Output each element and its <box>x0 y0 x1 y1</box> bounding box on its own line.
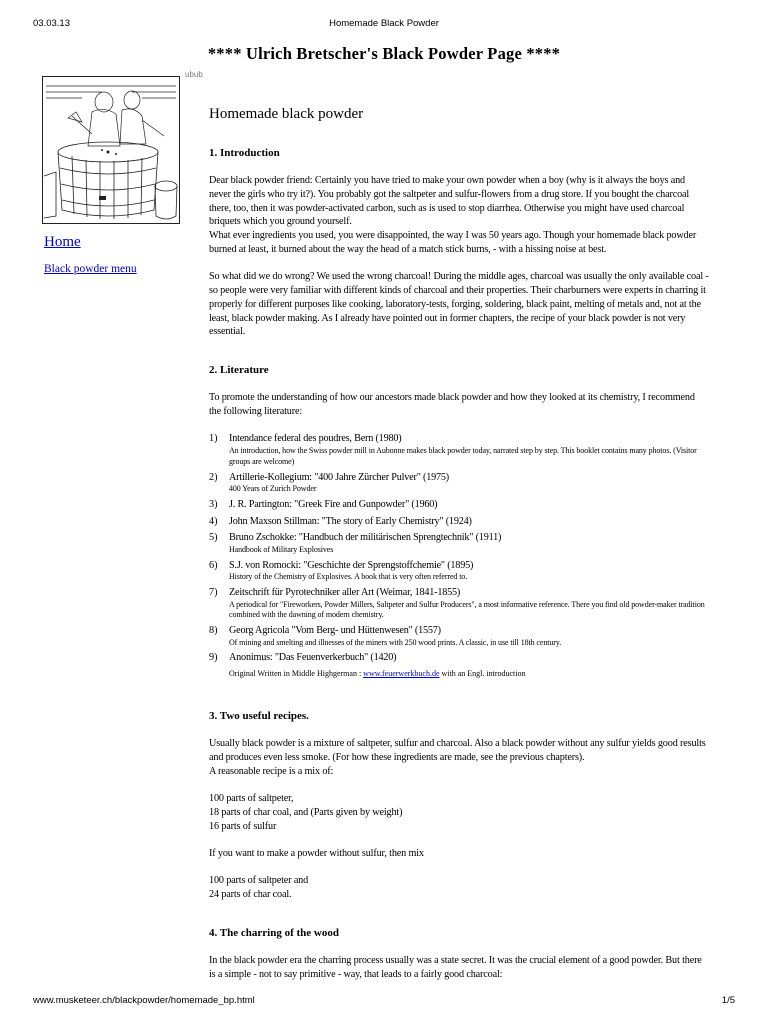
print-page-number: 1/5 <box>721 995 735 1006</box>
recipe-1-line: 16 parts of sulfur <box>209 820 277 832</box>
list-item-title: Zeitschrift für Pyrotechniker aller Art (Weimar, 1841-1855) <box>229 586 461 598</box>
literature-list <box>209 432 709 665</box>
image-alt-text: ubub <box>185 70 203 79</box>
woodcut-illustration <box>42 76 180 224</box>
list-item-note: Of mining and smelting and illnesses of the miners with 250 wood prints. A classic, in use till 18th century. <box>229 637 562 647</box>
list-item-title: S.J. von Romocki: "Geschichte der Sprengstoffchemie" (1895) <box>229 559 474 571</box>
home-link[interactable]: Home <box>44 234 81 250</box>
print-date: 03.03.13 <box>33 18 70 29</box>
original-prefix: Original Written in Middle Highgerman : <box>229 669 364 679</box>
intro-text-1b: What ever ingredients you used, you were disappointed, the way I was 50 years ago. Though your homemade black powder burned at least, it burned about the way the head of a match stick burns, - with a hissing noise at best. <box>209 230 697 255</box>
intro-text-1: Dear black powder friend: Certainly you have tried to make your own powder when a boy (why is it always the boys and never the girls who try it?). You probably got the saltpeter and sulfur-flowers from a drug store. If you bought the charcoal there, too, then it was powder-activated carbon, such as is used to stop diarrhea. Otherwise you might have used charcoal briquets which you ground yourself. <box>209 175 690 228</box>
section-heading-introduction: 1. Introduction <box>209 147 280 159</box>
list-item-note: 400 Years of Zurich Powder <box>229 484 317 494</box>
recipe-1-line: 18 parts of char coal, and (Parts given by weight) <box>209 806 403 818</box>
list-item-note: History of the Chemistry of Explosives. A book that is very often referred to. <box>229 572 468 582</box>
recipes-text-1b: A reasonable recipe is a mix of: <box>209 765 334 777</box>
list-item <box>209 515 709 529</box>
intro-paragraph-1 <box>209 174 709 257</box>
list-item-title: Artillerie-Kollegium: "400 Jahre Zürcher Pulver" (1975) <box>229 471 449 483</box>
main-content <box>209 104 709 995</box>
section-heading-literature: 2. Literature <box>209 364 269 377</box>
list-item <box>209 531 709 555</box>
page-heading: Homemade black powder <box>209 106 364 122</box>
list-item <box>209 586 709 621</box>
feuerwerkbuch-link[interactable]: www.feuerwerkbuch.de <box>363 669 440 679</box>
list-item <box>209 498 709 512</box>
recipe-2-line: 24 parts of char coal. <box>209 888 292 900</box>
original-text-note <box>209 668 709 679</box>
literature-intro: To promote the understanding of how our ancestors made black powder and how they looked at its chemistry, I recommend the following literature: <box>209 392 695 418</box>
recipe-1-line: 100 parts of saltpeter, <box>209 792 294 804</box>
charring-paragraph-1: In the black powder era the charring process usually was a state secret. It was the crucial element of a good powder. But there is a simple - not to say primitive - way, that leads to a fairly good charcoal: <box>209 954 702 980</box>
recipes-paragraph-1 <box>209 737 709 778</box>
list-item-title: Georg Agricola "Vom Berg- und Hüttenwesen" (1557) <box>229 625 441 637</box>
print-header <box>33 18 735 30</box>
list-item <box>209 624 709 648</box>
list-item-number: 1) <box>209 433 218 445</box>
black-powder-menu-link[interactable]: Black powder menu <box>44 263 137 275</box>
list-item-number: 2) <box>209 471 218 483</box>
print-footer <box>33 995 735 1007</box>
list-item-title: Bruno Zschokke: "Handbuch der militärischen Sprengtechnik" (1911) <box>229 532 502 544</box>
recipe-2-line: 100 parts of saltpeter and <box>209 875 309 887</box>
list-item <box>209 559 709 583</box>
intro-paragraph-2: So what did we do wrong? We used the wrong charcoal! During the middle ages, charcoal was usually the only available coal - so people were very familiar with different kinds of charcoal and their properties. Their charburners were experts in charring it properly for different purposes like cooking, laboratory-tests, forging, soldering, black paint, melting of metals and, not at the least, black powder making. As I already have pointed out in former chapters, the recipe of your black powder is not very essential. <box>209 271 709 338</box>
list-item <box>209 651 709 665</box>
sidebar <box>42 70 203 275</box>
list-item-title: John Maxson Stillman: "The story of Early Chemistry" (1924) <box>229 515 472 527</box>
original-suffix: with an Engl. introduction <box>439 669 526 679</box>
section-heading-charring: 4. The charring of the wood <box>209 926 339 939</box>
list-item-title: J. R. Partington: "Greek Fire and Gunpowder" (1960) <box>229 498 438 510</box>
section-heading-recipes: 3. Two useful recipes. <box>209 710 309 723</box>
list-item-note: A periodical for "Fireworkers, Powder Millers, Saltpeter and Sulfur Producers", a most informative reference. There you find old powder-maker tradition combined with the dawning of modern chemistry. <box>229 599 705 620</box>
list-item-number: 7) <box>209 586 218 598</box>
list-item <box>209 432 709 467</box>
recipe-2 <box>209 874 709 902</box>
site-title: **** Ulrich Bretscher's Black Powder Page **** <box>207 44 561 63</box>
list-item-number: 3) <box>209 498 218 510</box>
list-item-title: Anonimus: "Das Feuenverkerbuch" (1420) <box>229 652 397 664</box>
recipe-1 <box>209 792 709 833</box>
recipes-text-1: Usually black powder is a mixture of saltpeter, sulfur and charcoal. Also a black powder without any sulfur yields good results and produces even less smoke. (For how these ingredients are made, see the previous chapters). <box>209 738 706 763</box>
list-item-number: 9) <box>209 652 218 664</box>
list-item-number: 5) <box>209 532 218 544</box>
list-item-number: 8) <box>209 625 218 637</box>
list-item-number: 4) <box>209 515 218 527</box>
list-item-title: Intendance federal des poudres, Bern (1980) <box>229 433 402 445</box>
list-item-number: 6) <box>209 559 218 571</box>
list-item-note: Handbook of Military Explosives <box>229 544 334 554</box>
print-page-title: Homemade Black Powder <box>329 18 439 29</box>
recipes-paragraph-2: If you want to make a powder without sulfur, then mix <box>209 847 424 859</box>
print-url: www.musketeer.ch/blackpowder/homemade_bp.html <box>33 995 255 1006</box>
list-item <box>209 471 709 495</box>
list-item-note: An introduction, how the Swiss powder mill in Aubonne makes black powder today, narrated step by step. This booklet contains many photos. (Visitor groups are welcome) <box>229 445 697 466</box>
